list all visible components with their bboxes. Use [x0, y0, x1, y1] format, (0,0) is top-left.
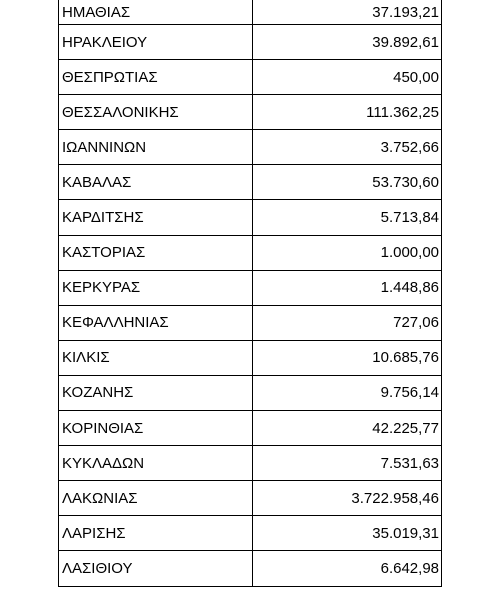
prefecture-name-cell: ΚΕΦΑΛΛΗΝΙΑΣ: [59, 305, 253, 340]
prefecture-name-cell: ΗΜΑΘΙΑΣ: [59, 0, 253, 25]
amount-cell: 9.756,14: [253, 375, 442, 410]
table-row: [59, 60, 442, 95]
amount-cell: 111.362,25: [253, 95, 442, 130]
table-row: [59, 551, 442, 586]
amount-cell: 53.730,60: [253, 165, 442, 200]
prefecture-name-cell: ΛΑΣΙΘΙΟΥ: [59, 551, 253, 586]
prefecture-name-cell: ΗΡΑΚΛΕΙΟΥ: [59, 25, 253, 60]
prefecture-name-cell: ΘΕΣΣΑΛΟΝΙΚΗΣ: [59, 95, 253, 130]
amount-cell: 7.531,63: [253, 446, 442, 481]
prefecture-name-cell: ΚΥΚΛΑΔΩΝ: [59, 446, 253, 481]
prefecture-name-cell: ΚΑΡΔΙΤΣΗΣ: [59, 200, 253, 235]
prefecture-name-cell: ΙΩΑΝΝΙΝΩΝ: [59, 130, 253, 165]
prefecture-name-cell: ΚΙΛΚΙΣ: [59, 340, 253, 375]
table-row: [59, 130, 442, 165]
amount-cell: 5.713,84: [253, 200, 442, 235]
prefecture-name-cell: ΚΟΖΑΝΗΣ: [59, 375, 253, 410]
amount-cell: 3.722.958,46: [253, 481, 442, 516]
table-row: [59, 235, 442, 270]
amount-cell: 450,00: [253, 60, 442, 95]
prefecture-name-cell: ΛΑΡΙΣΗΣ: [59, 516, 253, 551]
prefecture-name-cell: ΘΕΣΠΡΩΤΙΑΣ: [59, 60, 253, 95]
table-row: [59, 375, 442, 410]
table-row: [59, 411, 442, 446]
prefecture-name-cell: ΛΑΚΩΝΙΑΣ: [59, 481, 253, 516]
table-row: [59, 0, 442, 25]
table-body: [59, 0, 442, 586]
amount-cell: 37.193,21: [253, 0, 442, 25]
table-row: [59, 200, 442, 235]
table-row: [59, 165, 442, 200]
prefecture-name-cell: ΚΑΒΑΛΑΣ: [59, 165, 253, 200]
table-row: [59, 340, 442, 375]
amount-cell: 1.448,86: [253, 270, 442, 305]
table-row: [59, 446, 442, 481]
table-row: [59, 25, 442, 60]
amount-cell: 1.000,00: [253, 235, 442, 270]
prefecture-name-cell: ΚΑΣΤΟΡΙΑΣ: [59, 235, 253, 270]
amount-cell: 727,06: [253, 305, 442, 340]
amount-cell: 10.685,76: [253, 340, 442, 375]
amount-cell: 6.642,98: [253, 551, 442, 586]
table-row: [59, 305, 442, 340]
prefecture-amounts-table: [58, 0, 442, 587]
document-table-container: [58, 0, 439, 587]
amount-cell: 42.225,77: [253, 411, 442, 446]
table-row: [59, 95, 442, 130]
prefecture-name-cell: ΚΕΡΚΥΡΑΣ: [59, 270, 253, 305]
table-row: [59, 481, 442, 516]
amount-cell: 35.019,31: [253, 516, 442, 551]
table-row: [59, 270, 442, 305]
amount-cell: 3.752,66: [253, 130, 442, 165]
amount-cell: 39.892,61: [253, 25, 442, 60]
table-row: [59, 516, 442, 551]
prefecture-name-cell: ΚΟΡΙΝΘΙΑΣ: [59, 411, 253, 446]
